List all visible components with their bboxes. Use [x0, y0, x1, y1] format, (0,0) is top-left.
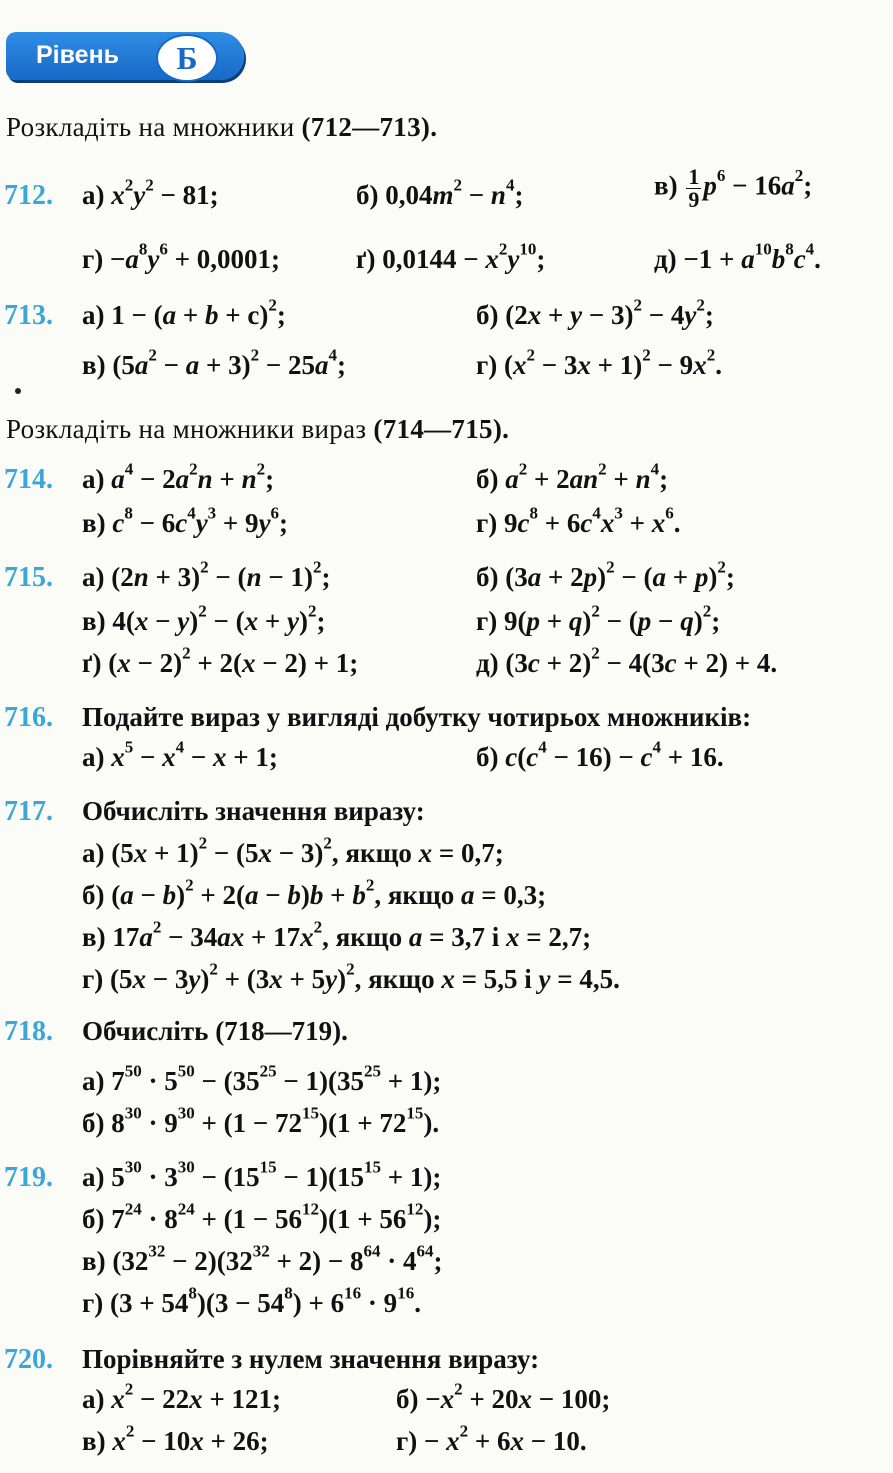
problem-715-g: г) $9(p + q)^2 - (p - q)^2$;	[476, 601, 721, 636]
problem-715-a: а) $(2n + 3)^2 - (n - 1)^2$;	[82, 557, 331, 592]
problem-719-g: г) $(3 + 54^8)(3 - 54^8) + 6^{16} \cdot 9^{16}$.	[82, 1283, 421, 1318]
problem-719-b: б) $7^{24} \cdot 8^{24} + (1 - 56^{12})(1 + 56^{12})$;	[82, 1199, 442, 1234]
stray-dot	[15, 388, 21, 394]
problem-720-g: $г) - x^2 + 6x - 10$.	[396, 1421, 587, 1456]
problem-number-712: 712.	[4, 180, 53, 211]
problem-716-a: а) $x^5 - x^4 - x + 1$;	[82, 737, 278, 772]
problem-714-v: в) $c^8 - 6c^4y^3 + 9y^6$;	[82, 503, 289, 538]
problem-number-717: 717.	[4, 796, 53, 827]
level-letter: Б	[156, 34, 218, 82]
problem-number-720: 720.	[4, 1344, 53, 1375]
intro-714-715: Розкладіть на множники вираз (714—715).	[6, 414, 510, 444]
problem-713-b: б) $(2x + y - 3)^2 - 4y^2$;	[476, 295, 714, 330]
problem-715-v: в) $4(x - y)^2 - (x + y)^2$;	[82, 601, 326, 636]
problem-713-a: а) $1 - (a + b + c)^2$;	[82, 295, 286, 330]
problem-717-text: Обчисліть значення виразу:	[82, 796, 425, 826]
problem-715-d: д) $(3c + 2)^2 - 4(3c + 2) + 4$.	[476, 643, 778, 678]
problem-717-g: г) $(5x - 3y)^2 + (3x + 5y)^2$, якщо x = 5,5 і y = 4,5.	[82, 959, 620, 994]
problem-number-718: 718.	[4, 1016, 53, 1047]
problem-717-a: а) $(5x + 1)^2 - (5x - 3)^2$, якщо x = 0,7;	[82, 833, 504, 868]
intro-712-713: Розкладіть на множники (712—713).	[6, 112, 438, 142]
problem-716-text: Подайте вираз у вигляді добутку чотирьох множників:	[82, 702, 752, 732]
problem-712-g: $г) -a^8y^6 + 0,0001$;	[82, 239, 281, 274]
problem-number-715: 715.	[4, 562, 53, 593]
problem-718-text: Обчисліть (718—719).	[82, 1016, 348, 1046]
problem-number-713: 713.	[4, 300, 53, 331]
fraction-one-ninth: $\frac{1}{9}$	[688, 164, 700, 212]
problem-715-gg: ґ) $(x - 2)^2 + 2(x - 2) + 1$;	[82, 643, 359, 678]
problem-713-v: в) $(5a^2 - a + 3)^2 - 25a^4$;	[82, 345, 346, 380]
problem-720-a: а) $x^2 - 22x + 121$;	[82, 1379, 282, 1414]
problem-number-714: 714.	[4, 464, 53, 495]
problem-717-v: в) $17a^2 - 34ax + 17x^2$, якщо a = 3,7 і x = 2,7;	[82, 917, 592, 952]
problem-712-d: $д) -1 + a^{10}b^8c^4$.	[654, 239, 821, 274]
problem-712-a: а) $x^2y^2 - 81$;	[82, 175, 219, 210]
problem-714-g: г) $9c^8 + 6c^4x^3 + x^6$.	[476, 503, 681, 538]
problem-720-text: Порівняйте з нулем значення виразу:	[82, 1344, 540, 1374]
problem-717-b: б) $(a - b)^2 + 2(a - b)b + b^2$, якщо a = 0,3;	[82, 875, 547, 910]
problem-720-b: $б) -x^2 + 20x - 100$;	[396, 1379, 611, 1414]
problem-718-a: а) $7^{50} \cdot 5^{50} - (35^{25} - 1)(35^{25} + 1)$;	[82, 1061, 442, 1096]
problem-716-b: б) $c(c^4 - 16) - c^4 + 16$.	[476, 737, 724, 772]
level-word: Рівень	[36, 41, 120, 69]
problem-719-v: в) $(32^{32} - 2)(32^{32} + 2) - 8^{64} \cdot 4^{64}$;	[82, 1241, 443, 1276]
problem-720-v: в) $x^2 - 10x + 26$;	[82, 1421, 269, 1456]
problem-715-b: б) $(3a + 2p)^2 - (a + p)^2$;	[476, 557, 735, 592]
problem-714-a: а) $a^4 - 2a^2n + n^2$;	[82, 459, 275, 494]
problem-719-a: а) $5^{30} \cdot 3^{30} - (15^{15} - 1)(15^{15} + 1)$;	[82, 1157, 442, 1192]
problem-number-719: 719.	[4, 1162, 53, 1193]
level-badge	[6, 32, 244, 80]
problem-713-g: г) $(x^2 - 3x + 1)^2 - 9x^2$.	[476, 345, 722, 380]
problem-712-b: б) $0,04m^2 - n^4$;	[356, 175, 524, 210]
problem-718-b: б) $8^{30} \cdot 9^{30} + (1 - 72^{15})(1 + 72^{15})$.	[82, 1103, 440, 1138]
problem-714-b: б) $a^2 + 2an^2 + n^4$;	[476, 459, 669, 494]
problem-712-gg: ґ) $0,0144 - x^2y^{10}$;	[356, 239, 546, 274]
problem-712-v: в) $\frac{1}{9}$ $p^6 - 16a^2$;	[654, 164, 813, 212]
problem-number-716: 716.	[4, 702, 53, 733]
